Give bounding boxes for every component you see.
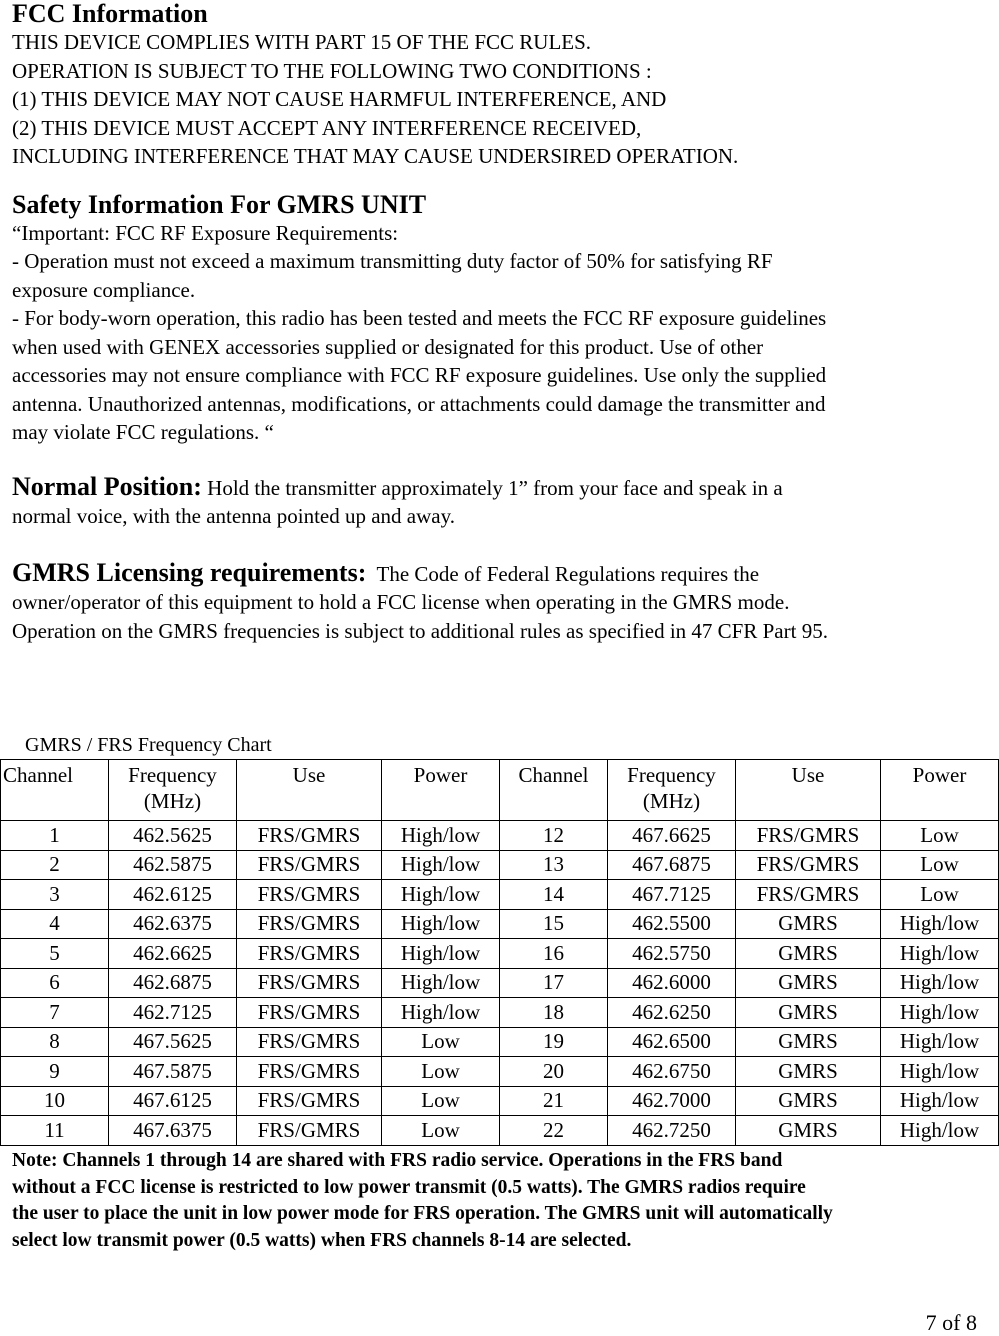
power-cell: High/low (382, 909, 500, 939)
frequency-cell: 462.5500 (608, 909, 736, 939)
use-cell: FRS/GMRS (736, 821, 881, 851)
table-row (1, 821, 999, 851)
use-cell: FRS/GMRS (237, 850, 382, 880)
safety-line: “Important: FCC RF Exposure Requirements: (12, 220, 399, 245)
frequency-cell: 467.6375 (109, 1116, 237, 1146)
power-cell: High/low (382, 968, 500, 998)
frequency-chart-table (0, 759, 999, 1146)
channel-cell: 9 (1, 1057, 109, 1087)
licensing-heading: GMRS Licensing requirements: (12, 557, 367, 587)
frequency-cell: 467.6625 (608, 821, 736, 851)
page-number: 7 of 8 (925, 1310, 977, 1335)
use-cell: FRS/GMRS (237, 939, 382, 969)
note-line: the user to place the unit in low power mode for FRS operation. The GMRS unit will automatically (12, 1203, 833, 1224)
channel-cell: 22 (500, 1116, 608, 1146)
channel-cell: 10 (1, 1086, 109, 1116)
frequency-chart-title: GMRS / FRS Frequency Chart (25, 734, 272, 756)
use-cell: GMRS (736, 909, 881, 939)
channel-cell: 6 (1, 968, 109, 998)
header-frequency: Frequency (MHz) (608, 760, 736, 821)
power-cell: Low (881, 821, 999, 851)
use-cell: FRS/GMRS (237, 821, 382, 851)
channel-cell: 13 (500, 850, 608, 880)
safety-line: - For body-worn operation, this radio has been tested and meets the FCC RF exposure guidelines (12, 306, 827, 330)
use-cell: FRS/GMRS (237, 1116, 382, 1146)
frequency-cell: 462.6375 (109, 909, 237, 939)
power-cell: High/low (382, 939, 500, 969)
table-row (1, 998, 999, 1028)
frequency-cell: 467.5625 (109, 1027, 237, 1057)
note-line: Note: Channels 1 through 14 are shared with FRS radio service. Operations in the FRS band (12, 1150, 783, 1171)
power-cell: Low (382, 1027, 500, 1057)
fcc-line: THIS DEVICE COMPLIES WITH PART 15 OF THE FCC RULES. (12, 30, 592, 54)
power-cell: High/low (881, 968, 999, 998)
power-cell: Low (881, 850, 999, 880)
use-cell: FRS/GMRS (237, 998, 382, 1028)
use-cell: GMRS (736, 968, 881, 998)
normal-position-text: normal voice, with the antenna pointed up and away. (12, 504, 455, 528)
power-cell: High/low (881, 939, 999, 969)
power-cell: Low (382, 1116, 500, 1146)
fcc-conditions-block (12, 28, 987, 171)
frequency-cell: 467.6875 (608, 850, 736, 880)
power-cell: Low (382, 1086, 500, 1116)
frequency-cell: 462.6500 (608, 1027, 736, 1057)
safety-line: - Operation must not exceed a maximum transmitting duty factor of 50% for satisfying RF (12, 249, 773, 273)
use-cell: GMRS (736, 939, 881, 969)
header-use: Use (237, 760, 382, 821)
channel-cell: 12 (500, 821, 608, 851)
channel-cell: 15 (500, 909, 608, 939)
licensing-text: owner/operator of this equipment to hold a FCC license when operating in the GMRS mode. (12, 590, 790, 614)
power-cell: High/low (382, 880, 500, 910)
channel-cell: 21 (500, 1086, 608, 1116)
channel-cell: 18 (500, 998, 608, 1028)
frequency-cell: 462.5875 (109, 850, 237, 880)
frequency-cell: 462.7250 (608, 1116, 736, 1146)
use-cell: FRS/GMRS (237, 1027, 382, 1057)
fcc-information-heading: FCC Information (12, 0, 208, 28)
licensing-text: Operation on the GMRS frequencies is subject to additional rules as specified in 47 CFR Part 95. (12, 618, 828, 643)
channel-cell: 17 (500, 968, 608, 998)
safety-line: accessories may not ensure compliance with FCC RF exposure guidelines. Use only the supplied (12, 363, 827, 387)
table-row (1, 1086, 999, 1116)
use-cell: GMRS (736, 1027, 881, 1057)
use-cell: FRS/GMRS (736, 880, 881, 910)
frequency-cell: 467.5875 (109, 1057, 237, 1087)
frequency-cell: 462.5750 (608, 939, 736, 969)
table-row (1, 939, 999, 969)
channel-cell: 7 (1, 998, 109, 1028)
normal-position-heading: Normal Position: (12, 471, 202, 501)
table-row (1, 850, 999, 880)
table-row (1, 909, 999, 939)
channel-cell: 14 (500, 880, 608, 910)
channel-cell: 2 (1, 850, 109, 880)
frequency-cell: 462.6125 (109, 880, 237, 910)
document-page (12, 0, 987, 645)
note-line: without a FCC license is restricted to low power transmit (0.5 watts). The GMRS radios require (12, 1176, 806, 1198)
power-cell: High/low (382, 850, 500, 880)
table-row (1, 1116, 999, 1146)
power-cell: High/low (881, 998, 999, 1028)
use-cell: GMRS (736, 998, 881, 1028)
use-cell: GMRS (736, 1116, 881, 1146)
header-power: Power (382, 760, 500, 821)
safety-line: may violate FCC regulations. “ (12, 420, 274, 444)
table-row (1, 1027, 999, 1057)
power-cell: Low (382, 1057, 500, 1087)
channel-cell: 20 (500, 1057, 608, 1087)
normal-position-text: Hold the transmitter approximately 1” from your face and speak in a (201, 475, 783, 500)
safety-line: antenna. Unauthorized antennas, modifications, or attachments could damage the transmitter and (12, 391, 826, 416)
use-cell: FRS/GMRS (237, 968, 382, 998)
channel-cell: 11 (1, 1116, 109, 1146)
use-cell: FRS/GMRS (237, 1057, 382, 1087)
frequency-cell: 462.6750 (608, 1057, 736, 1087)
note-block (12, 1148, 992, 1254)
safety-line: when used with GENEX accessories supplied or designated for this product. Use of other (12, 334, 764, 359)
table-row (1, 880, 999, 910)
licensing-block (12, 559, 987, 646)
table-row (1, 968, 999, 998)
frequency-cell: 462.7125 (109, 998, 237, 1028)
use-cell: GMRS (736, 1057, 881, 1087)
frequency-cell: 467.6125 (109, 1086, 237, 1116)
fcc-line: (2) THIS DEVICE MUST ACCEPT ANY INTERFERENCE RECEIVED, (12, 115, 642, 140)
power-cell: High/low (881, 1057, 999, 1087)
power-cell: High/low (881, 1027, 999, 1057)
header-channel: Channel (500, 760, 608, 821)
power-cell: Low (881, 880, 999, 910)
frequency-cell: 462.5625 (109, 821, 237, 851)
frequency-table-body (1, 821, 999, 1146)
use-cell: FRS/GMRS (237, 880, 382, 910)
safety-block (12, 219, 987, 447)
channel-cell: 1 (1, 821, 109, 851)
fcc-line: INCLUDING INTERFERENCE THAT MAY CAUSE UNDERSIRED OPERATION. (12, 144, 739, 168)
normal-position-block (12, 473, 987, 531)
power-cell: High/low (881, 1086, 999, 1116)
table-row (1, 1057, 999, 1087)
safety-information-heading: Safety Information For GMRS UNIT (12, 189, 427, 219)
power-cell: High/low (881, 909, 999, 939)
power-cell: High/low (881, 1116, 999, 1146)
channel-cell: 8 (1, 1027, 109, 1057)
frequency-cell: 462.6250 (608, 998, 736, 1028)
frequency-cell: 467.7125 (608, 880, 736, 910)
table-header-row (1, 760, 999, 821)
use-cell: FRS/GMRS (237, 1086, 382, 1116)
frequency-cell: 462.6875 (109, 968, 237, 998)
channel-cell: 4 (1, 909, 109, 939)
header-frequency: Frequency (MHz) (109, 760, 237, 821)
header-use: Use (736, 760, 881, 821)
safety-line: exposure compliance. (12, 277, 196, 302)
use-cell: GMRS (736, 1086, 881, 1116)
note-line: select low transmit power (0.5 watts) when FRS channels 8-14 are selected. (12, 1229, 632, 1251)
frequency-cell: 462.7000 (608, 1086, 736, 1116)
power-cell: High/low (382, 821, 500, 851)
fcc-line: OPERATION IS SUBJECT TO THE FOLLOWING TWO CONDITIONS : (12, 58, 652, 83)
header-channel: Channel (1, 760, 109, 821)
frequency-cell: 462.6625 (109, 939, 237, 969)
channel-cell: 5 (1, 939, 109, 969)
use-cell: FRS/GMRS (237, 909, 382, 939)
channel-cell: 16 (500, 939, 608, 969)
use-cell: FRS/GMRS (736, 850, 881, 880)
power-cell: High/low (382, 998, 500, 1028)
channel-cell: 3 (1, 880, 109, 910)
frequency-cell: 462.6000 (608, 968, 736, 998)
channel-cell: 19 (500, 1027, 608, 1057)
header-power: Power (881, 760, 999, 821)
licensing-text: The Code of Federal Regulations requires the (366, 561, 760, 586)
fcc-line: (1) THIS DEVICE MAY NOT CAUSE HARMFUL INTERFERENCE, AND (12, 87, 667, 111)
